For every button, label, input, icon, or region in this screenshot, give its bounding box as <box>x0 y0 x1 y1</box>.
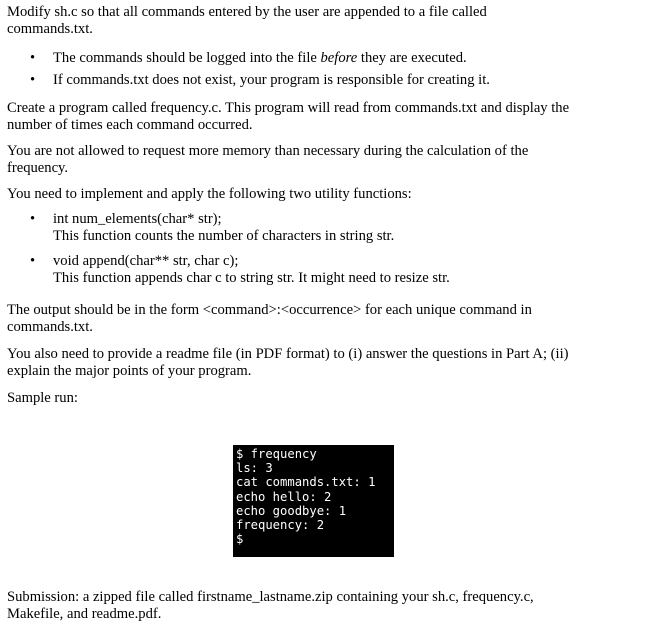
terminal-line: ls: 3 <box>236 461 273 476</box>
terminal-line: $ <box>236 532 244 547</box>
utility-functions-list <box>7 211 662 287</box>
list-item <box>7 253 662 287</box>
list-item <box>7 50 662 67</box>
function-description: This function appends char c to string str. It might need to resize str. <box>53 270 450 286</box>
sample-run-label: Sample run: <box>7 390 78 406</box>
list-item-emphasis: before <box>320 50 358 66</box>
terminal-line: cat commands.txt: 1 <box>236 475 376 490</box>
function-signature: int num_elements(char* str); <box>53 211 222 227</box>
terminal-line: $ frequency <box>236 447 317 461</box>
output-line-1: The output should be in the form <command>:<occurrence> for each unique command in <box>7 302 532 318</box>
assignment-document <box>7 4 662 407</box>
terminal-line: echo goodbye: 1 <box>236 503 347 518</box>
function-description: This function counts the number of characters in string str. <box>53 228 395 244</box>
bullet-icon: • <box>30 50 36 66</box>
intro-line-1: Modify sh.c so that all commands entered by the user are appended to a file called <box>7 4 487 20</box>
memory-line-1: You are not allowed to request more memory than necessary during the calculation of the <box>7 143 529 159</box>
readme-paragraph <box>7 346 662 380</box>
terminal-line: frequency: 2 <box>236 518 325 533</box>
utility-intro-paragraph: You need to implement and apply the following two utility functions: <box>7 186 412 202</box>
function-signature: void append(char** str, char c); <box>53 253 239 269</box>
output-line-2: commands.txt. <box>7 319 93 335</box>
memory-paragraph <box>7 143 662 177</box>
memory-line-2: frequency. <box>7 160 69 176</box>
submission-line-1: Submission: a zipped file called firstname_lastname.zip containing your sh.c, frequency.c, <box>7 589 534 605</box>
readme-line-2: explain the major points of your program. <box>7 363 252 379</box>
bullet-icon: • <box>30 72 36 88</box>
list-item-text-post: they are executed. <box>357 50 467 66</box>
bullet-icon: • <box>30 253 36 269</box>
list-item <box>7 72 662 89</box>
output-format-paragraph <box>7 302 662 336</box>
list-item <box>7 211 662 245</box>
frequency-line-1: Create a program called frequency.c. This program will read from commands.txt and display the <box>7 100 570 116</box>
terminal-sample-output <box>233 445 394 557</box>
frequency-line-2: number of times each command occurred. <box>7 117 253 133</box>
submission-paragraph <box>7 589 662 623</box>
list-item-text-pre: The commands should be logged into the file <box>53 50 321 66</box>
intro-paragraph <box>7 4 662 38</box>
bullet-icon: • <box>30 211 36 227</box>
frequency-paragraph <box>7 100 662 134</box>
intro-line-2: commands.txt. <box>7 21 93 37</box>
list-item-text: If commands.txt does not exist, your program is responsible for creating it. <box>53 72 490 88</box>
submission-line-2: Makefile, and readme.pdf. <box>7 606 162 622</box>
terminal-line: echo hello: 2 <box>236 489 332 504</box>
logging-requirements-list <box>7 50 662 89</box>
readme-line-1: You also need to provide a readme file (in PDF format) to (i) answer the questions in Part A; (ii) <box>7 346 569 362</box>
